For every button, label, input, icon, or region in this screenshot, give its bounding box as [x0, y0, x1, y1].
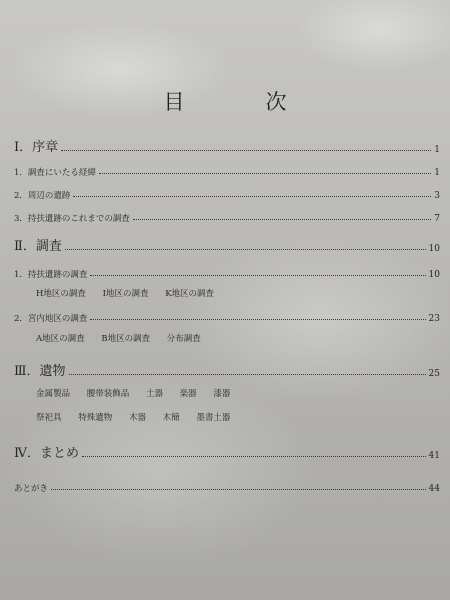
dot-leader	[61, 150, 431, 151]
toc-page-number: 7	[434, 214, 440, 224]
toc-page-number: 10	[428, 244, 440, 254]
toc-subitem: 木簡	[162, 413, 180, 423]
toc-label: 2．宮内地区の調査	[14, 314, 88, 324]
toc-subitem: 漆器	[213, 389, 231, 399]
toc-page-number: 41	[428, 451, 440, 461]
toc-subitem: 腰帯装飾品	[86, 389, 130, 399]
toc-subitem: 楽器	[179, 389, 197, 399]
toc-subitem: 分布調査	[166, 334, 201, 344]
toc-subitem: 特殊遺物	[78, 413, 113, 423]
page-title: 目 次	[163, 90, 317, 114]
toc-label: Ⅳ．まとめ	[14, 446, 79, 461]
toc-subitem: 金属製品	[36, 389, 71, 399]
toc-subitem: H地区の調査	[36, 289, 86, 299]
toc-subitems-3-b	[36, 411, 244, 425]
dot-leader	[69, 374, 426, 375]
toc-label: 2．周辺の遺跡	[14, 191, 71, 201]
toc-section-1-2	[14, 183, 440, 201]
dot-leader	[90, 319, 425, 320]
toc-afterword	[14, 476, 440, 494]
toc-section-2-2	[14, 306, 440, 324]
toc-subitem: B地区の調査	[101, 334, 151, 344]
toc-subitem: K地区の調査	[165, 289, 215, 299]
toc-page-number: 25	[428, 369, 440, 379]
toc-chapter-1	[14, 137, 440, 155]
toc-page-number: 1	[434, 168, 440, 178]
toc-chapter-3	[14, 361, 440, 379]
toc-label: 3．持扶遺跡のこれまでの調査	[14, 214, 130, 224]
toc-page-number: 10	[428, 270, 440, 280]
dot-leader	[82, 456, 426, 457]
toc-page-number: 3	[434, 191, 440, 201]
toc-page-number: 44	[428, 484, 440, 494]
toc-chapter-2	[14, 236, 440, 254]
toc-subitem: 祭祀具	[36, 413, 62, 423]
dot-leader	[90, 275, 425, 276]
toc-page-number: 1	[434, 145, 440, 155]
dot-leader	[99, 173, 431, 174]
toc-label: Ⅲ．遺物	[14, 364, 66, 379]
toc-label: あとがき	[14, 484, 49, 494]
toc-section-1-1	[14, 160, 440, 178]
toc-subitem: I地区の調査	[102, 289, 149, 299]
toc-subitems-2-1	[36, 287, 228, 301]
dot-leader	[65, 249, 426, 250]
toc-label: 1．調査にいたる経緯	[14, 168, 96, 178]
toc-page-number: 23	[428, 314, 440, 324]
toc-chapter-4	[14, 443, 440, 461]
toc-subitem: 墨書土器	[196, 413, 231, 423]
toc-subitems-3-a	[36, 387, 244, 401]
toc-label: Ⅱ．調査	[14, 239, 62, 254]
toc-section-2-1	[14, 262, 440, 280]
toc-section-1-3	[14, 206, 440, 224]
toc-subitems-2-2	[36, 332, 215, 346]
dot-leader	[73, 196, 431, 197]
dot-leader	[51, 489, 426, 490]
toc-subitem: 土器	[145, 389, 163, 399]
toc-subitem: 木器	[128, 413, 146, 423]
toc-subitem: A地区の調査	[36, 334, 85, 344]
toc-label: 1．持扶遺跡の調査	[14, 270, 88, 280]
toc-label: Ⅰ．序章	[14, 140, 59, 155]
dot-leader	[133, 219, 431, 220]
